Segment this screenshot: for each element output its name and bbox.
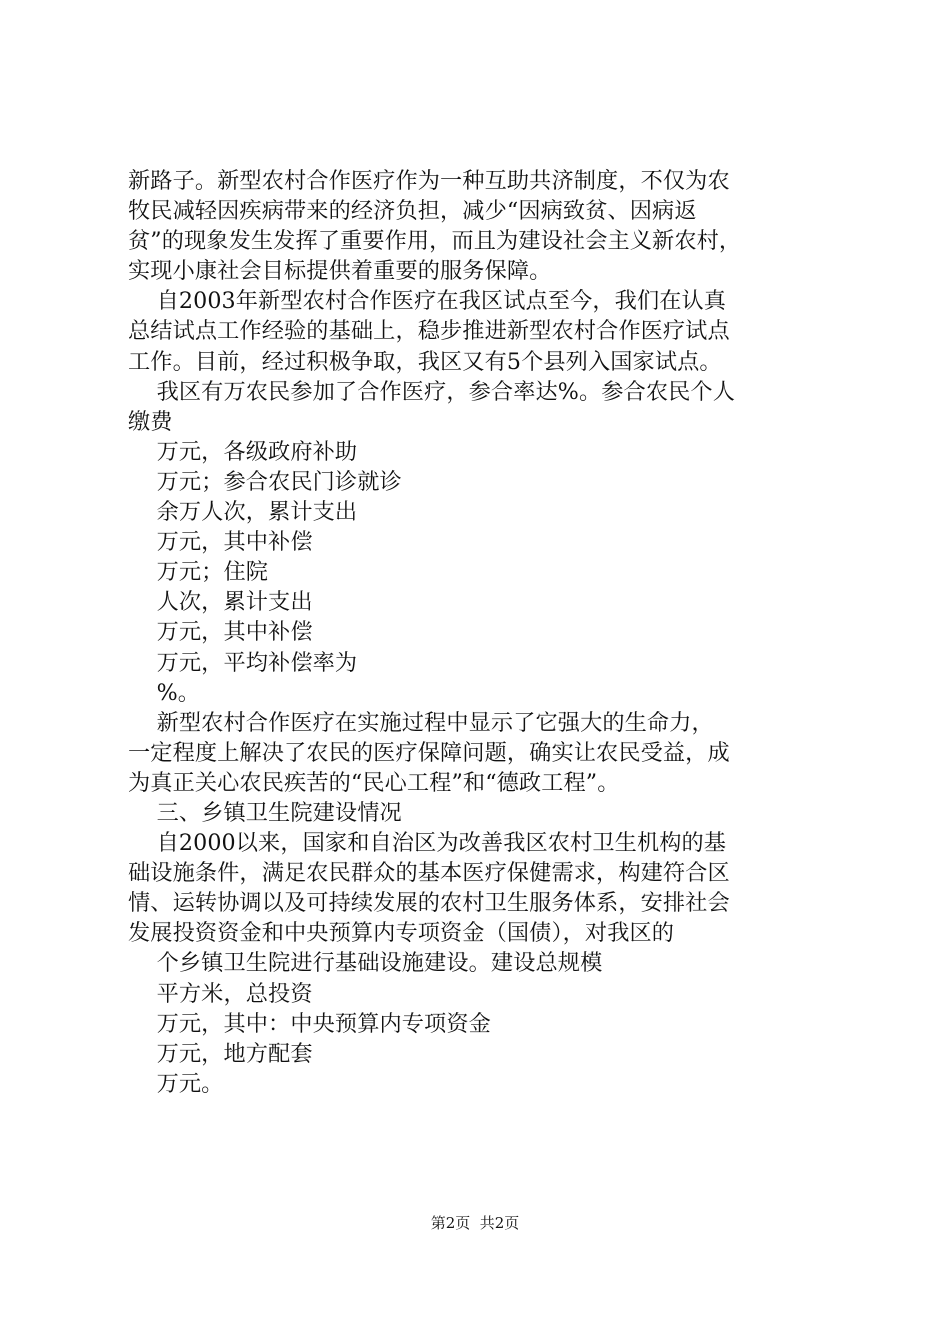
text-line: 平方米，总投资 (128, 980, 313, 1007)
text-line: 工作。目前，经过积极争取，我区又有5个县列入国家试点。 (128, 348, 722, 375)
text-line: 牧民减轻因疾病带来的经济负担，减少“因病致贫、因病返 (128, 198, 697, 225)
text-line: 实现小康社会目标提供着重要的服务保障。 (128, 258, 552, 285)
text-line: 万元，各级政府补助 (128, 438, 358, 465)
text-line: 万元，其中补偿 (128, 529, 313, 556)
text-line: 万元，其中补偿 (128, 619, 313, 646)
text-line: 个乡镇卫生院进行基础设施建设。建设总规模 (128, 950, 603, 977)
text-line: 情、运转协调以及可持续发展的农村卫生服务体系，安排社会 (128, 890, 730, 917)
text-line: 础设施条件，满足农民群众的基本医疗保健需求，构建符合区 (128, 860, 730, 887)
text-line: 万元。 (128, 1070, 224, 1097)
section-heading: 三、乡镇卫生院建设情况 (128, 799, 402, 826)
text-line: 发展投资资金和中央预算内专项资金（国债），对我区的 (128, 920, 675, 947)
body-text (128, 166, 843, 1099)
page-footer: 第2页 共2页 (430, 1214, 520, 1232)
text-line: 我区有万农民参加了合作医疗，参合率达%。参合农民个人 (128, 378, 735, 405)
text-line: 总结试点工作经验的基础上，稳步推进新型农村合作医疗试点 (128, 318, 730, 345)
text-line: 万元，其中：中央预算内专项资金 (128, 1010, 491, 1037)
text-line: 人次，累计支出 (128, 589, 313, 616)
text-line: 新路子。新型农村合作医疗作为一种互助共济制度，不仅为农 (128, 168, 730, 194)
text-line: 自2003年新型农村合作医疗在我区试点至今，我们在认真 (128, 288, 727, 315)
text-line: 万元；参合农民门诊就诊 (128, 468, 402, 495)
text-line: 缴费 (128, 408, 173, 435)
text-line: 余万人次，累计支出 (128, 499, 358, 526)
text-line: 万元，地方配套 (128, 1040, 313, 1067)
text-line: 万元；住院 (128, 559, 269, 586)
text-line: 万元，平均补偿率为 (128, 649, 358, 676)
text-line: 为真正关心农民疾苦的“民心工程”和“德政工程”。 (128, 769, 620, 796)
text-line: 贫”的现象发生发挥了重要作用，而且为建设社会主义新农村， (128, 228, 742, 255)
text-line: 一定程度上解决了农民的医疗保障问题，确实让农民受益，成 (128, 739, 730, 766)
text-line: %。 (128, 679, 201, 706)
text-line: 自2000以来，国家和自治区为改善我区农村卫生机构的基 (128, 830, 727, 857)
text-line: 新型农村合作医疗在实施过程中显示了它强大的生命力， (128, 709, 714, 736)
